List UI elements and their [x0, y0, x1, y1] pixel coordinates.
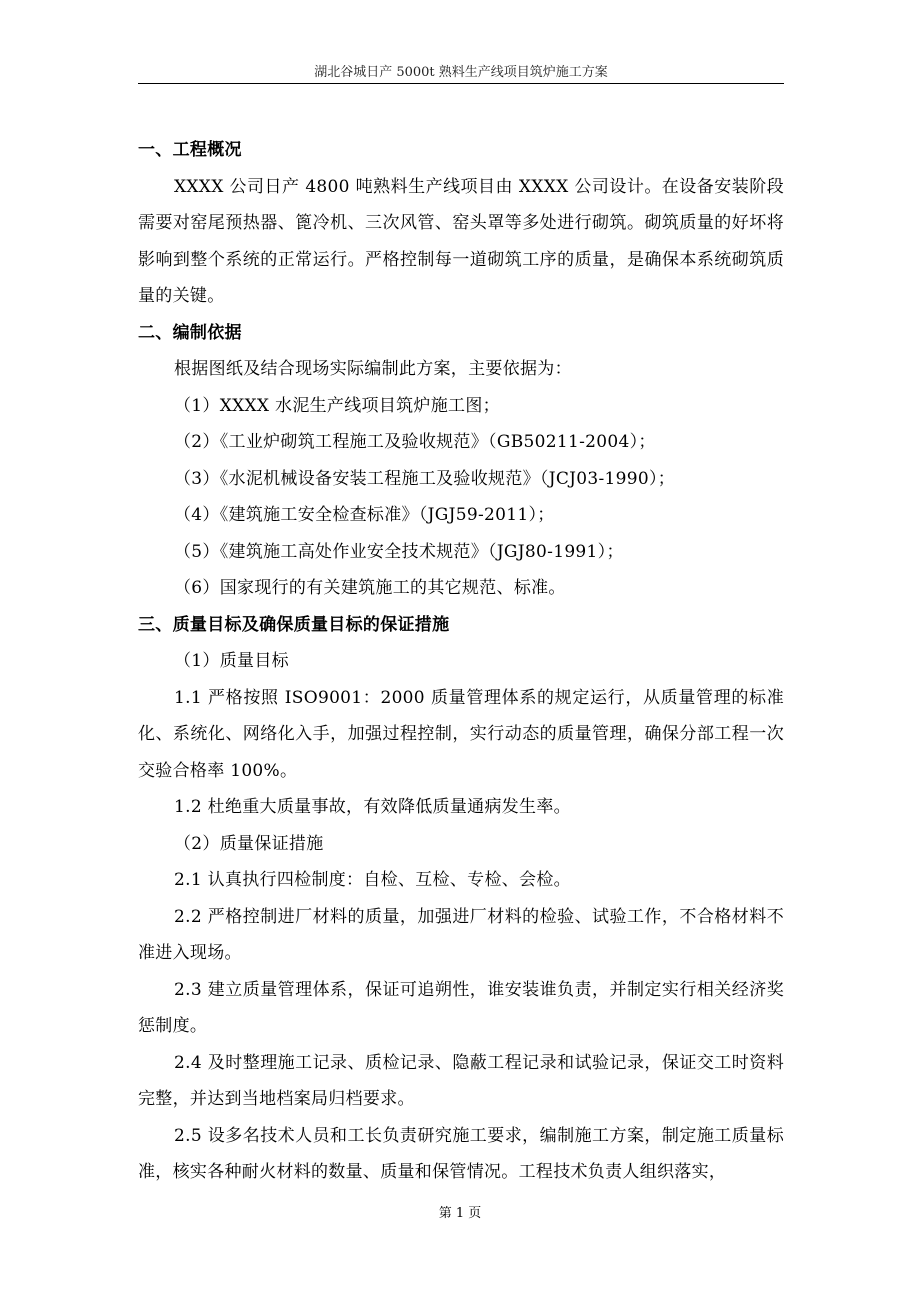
quality-measure-2-2: 2.2 严格控制进厂材料的质量，加强进厂材料的检验、试验工作，不合格材料不准进入现场。 [138, 906, 784, 963]
quality-goal-1-2: 1.2 杜绝重大质量事故，有效降低质量通病发生率。 [174, 797, 571, 817]
quality-measure-2-5: 2.5 设多名技术人员和工长负责研究施工要求，编制施工方案，制定施工质量标准，核实各种耐火材料的数量、质量和保管情况。工程技术负责人组织落实， [138, 1125, 784, 1182]
section-heading-1: 一、工程概况 [138, 140, 242, 160]
basis-item: （6）国家现行的有关建筑施工的其它规范、标准。 [174, 578, 566, 598]
quality-measure-2-3: 2.3 建立质量管理体系，保证可追朔性，谁安装谁负责，并制定实行相关经济奖惩制度。 [138, 979, 784, 1036]
basis-item: （2）《工业炉砌筑工程施工及验收规范》（GB50211-2004）； [174, 432, 656, 452]
basis-item: （3）《水泥机械设备安装工程施工及验收规范》（JCJ03-1990）； [174, 468, 676, 489]
subheading-quality-goal: （1）质量目标 [174, 651, 289, 671]
document-body [138, 132, 784, 1191]
quality-goal-1-1: 1.1 严格按照 ISO9001：2000 质量管理体系的规定运行，从质量管理的标准化、系统化、网络化入手，加强过程控制，实行动态的质量管理，确保分部工程一次交验合格率 100%。 [138, 687, 784, 781]
basis-item: （5）《建筑施工高处作业安全技术规范》（JGJ80-1991）； [174, 541, 624, 562]
subheading-quality-measures: （2）质量保证措施 [174, 833, 324, 854]
header-rule [138, 83, 784, 84]
quality-measure-2-4: 2.4 及时整理施工记录、质检记录、隐蔽工程记录和试验记录，保证交工时资料完整，并达到当地档案局归档要求。 [138, 1052, 784, 1109]
basis-intro: 根据图纸及结合现场实际编制此方案，主要依据为： [174, 359, 572, 379]
section-heading-3: 三、质量目标及确保质量目标的保证措施 [138, 614, 450, 635]
quality-measure-2-1: 2.1 认真执行四检制度：自检、互检、专检、会检。 [174, 870, 571, 890]
overview-paragraph: XXXX 公司日产 4800 吨熟料生产线项目由 XXXX 公司设计。在设备安装阶段需要对窑尾预热器、篦冷机、三次风管、窑头罩等多处进行砌筑。砌筑质量的好坏将影响到整个系统的正常运行。严格控制每一道砌筑工序的质量，是确保本系统砌筑质量的关键。 [138, 176, 784, 306]
basis-item: （1）XXXX 水泥生产线项目筑炉施工图； [174, 395, 500, 416]
basis-item: （4）《建筑施工安全检查标准》（JGJ59-2011）； [174, 505, 555, 525]
section-heading-2: 二、编制依据 [138, 322, 242, 343]
page-number: 第 1 页 [438, 1206, 482, 1221]
running-header: 湖北谷城日产 5000t 熟料生产线项目筑炉施工方案 [314, 65, 608, 80]
